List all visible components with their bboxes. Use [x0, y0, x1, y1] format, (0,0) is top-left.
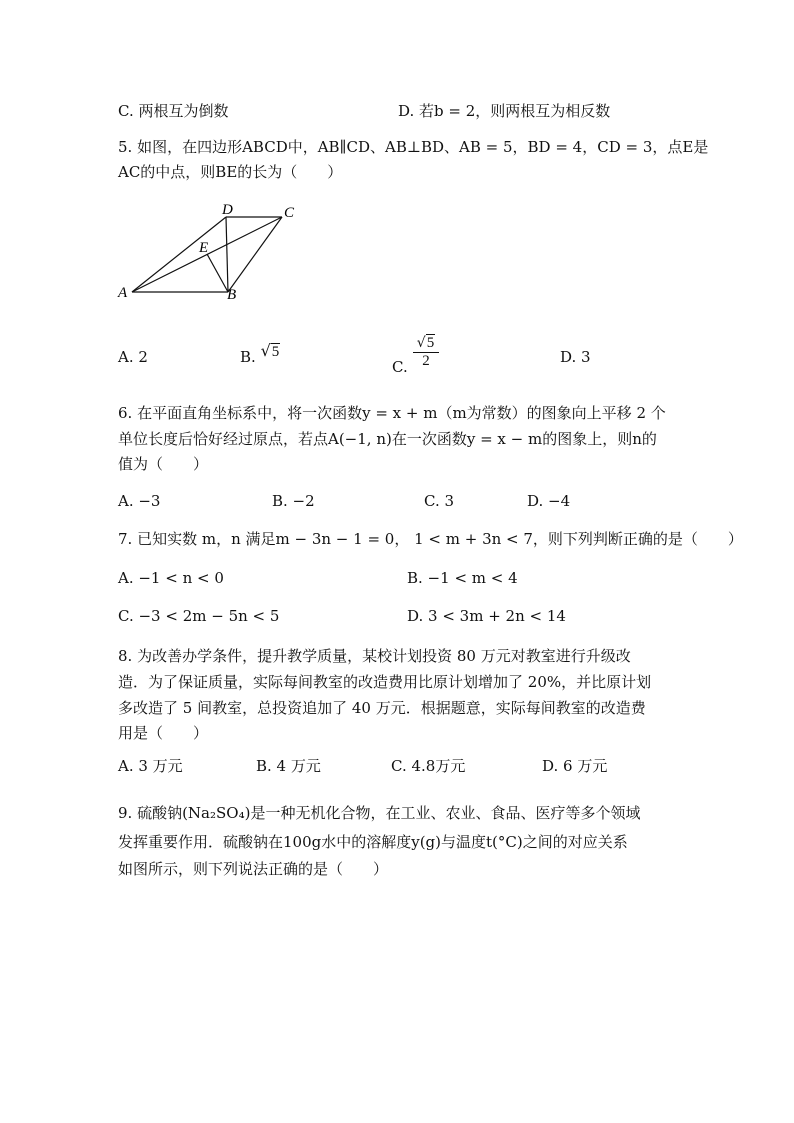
seg-be	[207, 254, 228, 292]
label-d: D	[222, 202, 233, 218]
q7-text-line1: 7. 已知实数 m，n 满足m − 3n − 1 = 0， 1 < m + 3n < 7，则下列判断正确的是（ ）	[118, 530, 743, 548]
q7-option-a: A. −1 < n < 0	[118, 569, 224, 587]
edge-ad	[132, 217, 226, 292]
label-e: E	[199, 240, 209, 256]
q6-option-d: D. −4	[527, 492, 571, 510]
q7-option-d: D. 3 < 3m + 2n < 14	[407, 607, 566, 625]
edge-bc	[228, 217, 282, 292]
label-b: B	[227, 287, 237, 303]
label-a: A	[118, 285, 128, 301]
q5-option-c-fraction: √5 2	[413, 334, 439, 369]
q5-option-b: B. √5	[240, 341, 280, 366]
q6-text-line2: 单位长度后恰好经过原点，若点A(−1, n)在一次函数y = x − m的图象上，则n的	[118, 430, 657, 448]
q8-text-line1: 8. 为改善办学条件，提升教学质量，某校计划投资 80 万元对教室进行升级改	[118, 647, 631, 665]
option-d-prev: D. 若b = 2，则两根互为相反数	[398, 102, 611, 120]
option-c-prev: C. 两根互为倒数	[118, 102, 229, 120]
q5-option-c-prefix: C.	[392, 358, 408, 376]
q9-text-line1: 9. 硫酸钠(Na₂SO₄)是一种无机化合物，在工业、农业、食品、医疗等多个领域	[118, 804, 641, 822]
q6-option-a: A. −3	[118, 492, 161, 510]
label-c: C	[284, 205, 295, 221]
q7-option-c: C. −3 < 2m − 5n < 5	[118, 607, 280, 625]
sqrt-5: √5	[260, 341, 280, 360]
q5-option-a: A. 2	[118, 348, 148, 366]
q6-option-c: C. 3	[424, 492, 455, 510]
q9-text-line2: 发挥重要作用．硫酸钠在100g水中的溶解度y(g)与温度t(°C)之间的对应关系	[118, 833, 628, 851]
q8-option-a: A. 3 万元	[118, 757, 183, 775]
q9-text-line3: 如图所示，则下列说法正确的是（ ）	[118, 860, 389, 878]
q5-text-line2: AC的中点，则BE的长为（ ）	[118, 163, 343, 181]
q6-option-b: B. −2	[272, 492, 315, 510]
q8-option-b: B. 4 万元	[256, 757, 321, 775]
q8-text-line4: 用是（ ）	[118, 724, 209, 742]
q8-text-line3: 多改造了 5 间教室，总投资追加了 40 万元．根据题意，实际每间教室的改造费	[118, 699, 646, 717]
q8-text-line2: 造．为了保证质量，实际每间教室的改造费用比原计划增加了 20%，并比原计划	[118, 673, 652, 691]
q7-option-b: B. −1 < m < 4	[407, 569, 518, 587]
q8-option-d: D. 6 万元	[542, 757, 608, 775]
q5-option-d: D. 3	[560, 348, 591, 366]
q8-option-c: C. 4.8万元	[391, 757, 466, 775]
q6-text-line1: 6. 在平面直角坐标系中，将一次函数y = x + m（m为常数）的图象向上平移 2 个	[118, 404, 666, 422]
edge-bd	[226, 217, 228, 292]
q5-text-line1: 5. 如图，在四边形ABCD中，AB∥CD、AB⊥BD、AB = 5，BD = 4，CD = 3，点E是	[118, 138, 709, 156]
q6-text-line3: 值为（ ）	[118, 455, 209, 473]
q5-figure	[112, 198, 312, 308]
